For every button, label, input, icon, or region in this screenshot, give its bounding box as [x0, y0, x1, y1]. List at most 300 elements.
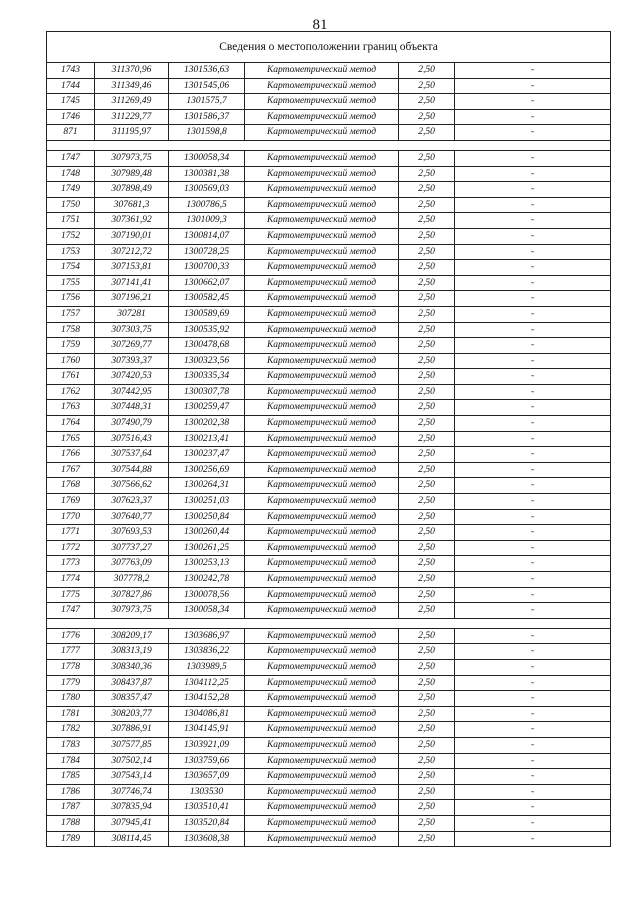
- coord-x-cell: 307516,43: [95, 431, 169, 447]
- table-row: [47, 722, 611, 738]
- description-cell: -: [455, 260, 611, 276]
- method-cell: Картометрический метод: [245, 197, 399, 213]
- coord-y-cell: 1300058,34: [169, 150, 245, 166]
- coord-y-cell: 1303836,22: [169, 644, 245, 660]
- point-number-cell: 1783: [47, 737, 95, 753]
- group-separator-cell: [47, 140, 611, 150]
- method-cell: Картометрический метод: [245, 462, 399, 478]
- accuracy-cell: 2,50: [399, 197, 455, 213]
- method-cell: Картометрический метод: [245, 603, 399, 619]
- table-row: [47, 291, 611, 307]
- coord-x-cell: 307544,88: [95, 462, 169, 478]
- coord-y-cell: 1300814,07: [169, 228, 245, 244]
- point-number-cell: 1767: [47, 462, 95, 478]
- point-number-cell: 1786: [47, 784, 95, 800]
- point-number-cell: 1753: [47, 244, 95, 260]
- method-cell: Картометрический метод: [245, 384, 399, 400]
- table-row: [47, 94, 611, 110]
- method-cell: Картометрический метод: [245, 628, 399, 644]
- accuracy-cell: 2,50: [399, 462, 455, 478]
- point-number-cell: 1749: [47, 182, 95, 198]
- method-cell: Картометрический метод: [245, 540, 399, 556]
- table-row: [47, 540, 611, 556]
- coord-x-cell: 308357,47: [95, 691, 169, 707]
- accuracy-cell: 2,50: [399, 416, 455, 432]
- accuracy-cell: 2,50: [399, 275, 455, 291]
- coord-x-cell: 307537,64: [95, 447, 169, 463]
- coord-y-cell: 1304152,28: [169, 691, 245, 707]
- description-cell: -: [455, 753, 611, 769]
- accuracy-cell: 2,50: [399, 659, 455, 675]
- accuracy-cell: 2,50: [399, 675, 455, 691]
- coord-y-cell: 1300662,07: [169, 275, 245, 291]
- method-cell: Картометрический метод: [245, 182, 399, 198]
- coord-x-cell: 307141,41: [95, 275, 169, 291]
- method-cell: Картометрический метод: [245, 369, 399, 385]
- accuracy-cell: 2,50: [399, 831, 455, 847]
- table-row: [47, 737, 611, 753]
- method-cell: Картометрический метод: [245, 722, 399, 738]
- description-cell: -: [455, 306, 611, 322]
- coord-x-cell: 307502,14: [95, 753, 169, 769]
- method-cell: Картометрический метод: [245, 228, 399, 244]
- table-row: [47, 831, 611, 847]
- coord-x-cell: 307746,74: [95, 784, 169, 800]
- method-cell: Картометрический метод: [245, 150, 399, 166]
- coord-y-cell: 1300259,47: [169, 400, 245, 416]
- point-number-cell: 1759: [47, 338, 95, 354]
- accuracy-cell: 2,50: [399, 800, 455, 816]
- description-cell: -: [455, 784, 611, 800]
- table-row: [47, 125, 611, 141]
- coord-x-cell: 307827,86: [95, 587, 169, 603]
- table-title-row: [47, 32, 611, 63]
- accuracy-cell: 2,50: [399, 63, 455, 79]
- point-number-cell: 871: [47, 125, 95, 141]
- coord-y-cell: 1300582,45: [169, 291, 245, 307]
- description-cell: -: [455, 494, 611, 510]
- point-number-cell: 1772: [47, 540, 95, 556]
- coord-y-cell: 1300264,31: [169, 478, 245, 494]
- accuracy-cell: 2,50: [399, 478, 455, 494]
- coord-y-cell: 1300335,34: [169, 369, 245, 385]
- description-cell: -: [455, 291, 611, 307]
- method-cell: Картометрический метод: [245, 125, 399, 141]
- point-number-cell: 1778: [47, 659, 95, 675]
- table-row: [47, 306, 611, 322]
- method-cell: Картометрический метод: [245, 815, 399, 831]
- description-cell: -: [455, 228, 611, 244]
- description-cell: -: [455, 556, 611, 572]
- method-cell: Картометрический метод: [245, 737, 399, 753]
- coord-x-cell: 308114,45: [95, 831, 169, 847]
- accuracy-cell: 2,50: [399, 572, 455, 588]
- point-number-cell: 1762: [47, 384, 95, 400]
- point-number-cell: 1775: [47, 587, 95, 603]
- table-row: [47, 509, 611, 525]
- table-row: [47, 556, 611, 572]
- method-cell: Картометрический метод: [245, 213, 399, 229]
- method-cell: Картометрический метод: [245, 494, 399, 510]
- description-cell: -: [455, 322, 611, 338]
- accuracy-cell: 2,50: [399, 400, 455, 416]
- point-number-cell: 1750: [47, 197, 95, 213]
- method-cell: Картометрический метод: [245, 353, 399, 369]
- point-number-cell: 1774: [47, 572, 95, 588]
- accuracy-cell: 2,50: [399, 603, 455, 619]
- table-row: [47, 244, 611, 260]
- method-cell: Картометрический метод: [245, 306, 399, 322]
- coord-x-cell: 307361,92: [95, 213, 169, 229]
- coord-x-cell: 307543,14: [95, 769, 169, 785]
- accuracy-cell: 2,50: [399, 706, 455, 722]
- coord-x-cell: 307448,31: [95, 400, 169, 416]
- table-row: [47, 384, 611, 400]
- point-number-cell: 1776: [47, 628, 95, 644]
- coord-y-cell: 1300261,25: [169, 540, 245, 556]
- coord-y-cell: 1303510,41: [169, 800, 245, 816]
- coord-x-cell: 311229,77: [95, 109, 169, 125]
- table-row: [47, 213, 611, 229]
- method-cell: Картометрический метод: [245, 244, 399, 260]
- table-row: [47, 78, 611, 94]
- coord-x-cell: 307190,01: [95, 228, 169, 244]
- table-row: [47, 150, 611, 166]
- method-cell: Картометрический метод: [245, 800, 399, 816]
- description-cell: -: [455, 338, 611, 354]
- coord-y-cell: 1304112,25: [169, 675, 245, 691]
- coord-x-cell: 307681,3: [95, 197, 169, 213]
- point-number-cell: 1746: [47, 109, 95, 125]
- coord-y-cell: 1300728,25: [169, 244, 245, 260]
- coord-x-cell: 307737,27: [95, 540, 169, 556]
- method-cell: Картометрический метод: [245, 275, 399, 291]
- table-title: Сведения о местоположении границ объекта: [47, 32, 611, 63]
- table-row: [47, 572, 611, 588]
- description-cell: -: [455, 150, 611, 166]
- accuracy-cell: 2,50: [399, 769, 455, 785]
- accuracy-cell: 2,50: [399, 509, 455, 525]
- point-number-cell: 1755: [47, 275, 95, 291]
- table-row: [47, 644, 611, 660]
- point-number-cell: 1770: [47, 509, 95, 525]
- table-row: [47, 416, 611, 432]
- coord-x-cell: 307153,81: [95, 260, 169, 276]
- point-number-cell: 1784: [47, 753, 95, 769]
- coord-x-cell: 311195,97: [95, 125, 169, 141]
- method-cell: Картометрический метод: [245, 525, 399, 541]
- coord-x-cell: 307442,95: [95, 384, 169, 400]
- method-cell: Картометрический метод: [245, 109, 399, 125]
- coord-y-cell: 1301575,7: [169, 94, 245, 110]
- coord-y-cell: 1300381,38: [169, 166, 245, 182]
- method-cell: Картометрический метод: [245, 753, 399, 769]
- point-number-cell: 1769: [47, 494, 95, 510]
- accuracy-cell: 2,50: [399, 353, 455, 369]
- coord-y-cell: 1300213,41: [169, 431, 245, 447]
- coord-x-cell: 307420,53: [95, 369, 169, 385]
- coord-x-cell: 307898,49: [95, 182, 169, 198]
- method-cell: Картометрический метод: [245, 831, 399, 847]
- point-number-cell: 1787: [47, 800, 95, 816]
- coord-x-cell: 307281: [95, 306, 169, 322]
- coord-x-cell: 311269,49: [95, 94, 169, 110]
- coord-y-cell: 1300253,13: [169, 556, 245, 572]
- point-number-cell: 1779: [47, 675, 95, 691]
- coord-y-cell: 1300237,47: [169, 447, 245, 463]
- coord-x-cell: 307973,75: [95, 150, 169, 166]
- point-number-cell: 1785: [47, 769, 95, 785]
- point-number-cell: 1758: [47, 322, 95, 338]
- description-cell: -: [455, 675, 611, 691]
- description-cell: -: [455, 197, 611, 213]
- coord-x-cell: 308209,17: [95, 628, 169, 644]
- description-cell: -: [455, 603, 611, 619]
- coord-y-cell: 1300786,5: [169, 197, 245, 213]
- accuracy-cell: 2,50: [399, 244, 455, 260]
- description-cell: -: [455, 769, 611, 785]
- table-row: [47, 769, 611, 785]
- method-cell: Картометрический метод: [245, 260, 399, 276]
- point-number-cell: 1744: [47, 78, 95, 94]
- accuracy-cell: 2,50: [399, 166, 455, 182]
- point-number-cell: 1761: [47, 369, 95, 385]
- description-cell: -: [455, 275, 611, 291]
- coord-x-cell: 308437,87: [95, 675, 169, 691]
- table-row: [47, 197, 611, 213]
- coord-x-cell: 307640,77: [95, 509, 169, 525]
- description-cell: -: [455, 800, 611, 816]
- accuracy-cell: 2,50: [399, 447, 455, 463]
- method-cell: Картометрический метод: [245, 400, 399, 416]
- accuracy-cell: 2,50: [399, 291, 455, 307]
- method-cell: Картометрический метод: [245, 509, 399, 525]
- coord-y-cell: 1301009,3: [169, 213, 245, 229]
- table-row: [47, 166, 611, 182]
- description-cell: -: [455, 213, 611, 229]
- coord-y-cell: 1301545,06: [169, 78, 245, 94]
- method-cell: Картометрический метод: [245, 291, 399, 307]
- coord-y-cell: 1303759,66: [169, 753, 245, 769]
- description-cell: -: [455, 353, 611, 369]
- accuracy-cell: 2,50: [399, 540, 455, 556]
- coord-y-cell: 1300256,69: [169, 462, 245, 478]
- coord-y-cell: 1300202,38: [169, 416, 245, 432]
- point-number-cell: 1757: [47, 306, 95, 322]
- coord-x-cell: 311370,96: [95, 63, 169, 79]
- coord-y-cell: 1301586,37: [169, 109, 245, 125]
- group-separator-row: [47, 140, 611, 150]
- accuracy-cell: 2,50: [399, 644, 455, 660]
- accuracy-cell: 2,50: [399, 125, 455, 141]
- description-cell: -: [455, 369, 611, 385]
- coord-x-cell: 307835,94: [95, 800, 169, 816]
- coord-x-cell: 307763,09: [95, 556, 169, 572]
- table-row: [47, 815, 611, 831]
- page-number: 81: [312, 17, 328, 33]
- description-cell: -: [455, 63, 611, 79]
- method-cell: Картометрический метод: [245, 416, 399, 432]
- table-row: [47, 525, 611, 541]
- method-cell: Картометрический метод: [245, 322, 399, 338]
- coord-y-cell: 1301598,8: [169, 125, 245, 141]
- table-row: [47, 369, 611, 385]
- method-cell: Картометрический метод: [245, 338, 399, 354]
- description-cell: -: [455, 525, 611, 541]
- method-cell: Картометрический метод: [245, 784, 399, 800]
- coord-x-cell: 307577,85: [95, 737, 169, 753]
- point-number-cell: 1747: [47, 603, 95, 619]
- accuracy-cell: 2,50: [399, 722, 455, 738]
- method-cell: Картометрический метод: [245, 63, 399, 79]
- description-cell: -: [455, 628, 611, 644]
- method-cell: Картометрический метод: [245, 478, 399, 494]
- point-number-cell: 1777: [47, 644, 95, 660]
- table-row: [47, 338, 611, 354]
- description-cell: -: [455, 572, 611, 588]
- accuracy-cell: 2,50: [399, 525, 455, 541]
- description-cell: -: [455, 587, 611, 603]
- method-cell: Картометрический метод: [245, 769, 399, 785]
- method-cell: Картометрический метод: [245, 431, 399, 447]
- coord-x-cell: 307989,48: [95, 166, 169, 182]
- description-cell: -: [455, 109, 611, 125]
- method-cell: Картометрический метод: [245, 644, 399, 660]
- table-row: [47, 603, 611, 619]
- method-cell: Картометрический метод: [245, 691, 399, 707]
- table-row: [47, 784, 611, 800]
- accuracy-cell: 2,50: [399, 150, 455, 166]
- description-cell: -: [455, 94, 611, 110]
- coord-x-cell: 307973,75: [95, 603, 169, 619]
- coord-y-cell: 1303989,5: [169, 659, 245, 675]
- coord-y-cell: 1300260,44: [169, 525, 245, 541]
- point-number-cell: 1788: [47, 815, 95, 831]
- table-row: [47, 400, 611, 416]
- table-row: [47, 260, 611, 276]
- point-number-cell: 1764: [47, 416, 95, 432]
- point-number-cell: 1781: [47, 706, 95, 722]
- point-number-cell: 1789: [47, 831, 95, 847]
- accuracy-cell: 2,50: [399, 691, 455, 707]
- coord-y-cell: 1300307,78: [169, 384, 245, 400]
- description-cell: -: [455, 416, 611, 432]
- point-number-cell: 1745: [47, 94, 95, 110]
- table-row: [47, 63, 611, 79]
- table-row: [47, 228, 611, 244]
- table-row: [47, 628, 611, 644]
- accuracy-cell: 2,50: [399, 815, 455, 831]
- coord-y-cell: 1300250,84: [169, 509, 245, 525]
- method-cell: Картометрический метод: [245, 659, 399, 675]
- table-row: [47, 478, 611, 494]
- point-number-cell: 1760: [47, 353, 95, 369]
- coord-y-cell: 1303921,09: [169, 737, 245, 753]
- group-separator-row: [47, 618, 611, 628]
- accuracy-cell: 2,50: [399, 78, 455, 94]
- point-number-cell: 1752: [47, 228, 95, 244]
- coord-x-cell: 307886,91: [95, 722, 169, 738]
- description-cell: -: [455, 78, 611, 94]
- coord-y-cell: 1303520,84: [169, 815, 245, 831]
- coord-y-cell: 1300535,92: [169, 322, 245, 338]
- coord-y-cell: 1304086,81: [169, 706, 245, 722]
- method-cell: Картометрический метод: [245, 706, 399, 722]
- accuracy-cell: 2,50: [399, 322, 455, 338]
- description-cell: -: [455, 659, 611, 675]
- coord-x-cell: 307693,53: [95, 525, 169, 541]
- coord-x-cell: 307269,77: [95, 338, 169, 354]
- table-row: [47, 275, 611, 291]
- coord-y-cell: 1303530: [169, 784, 245, 800]
- point-number-cell: 1743: [47, 63, 95, 79]
- table-row: [47, 706, 611, 722]
- accuracy-cell: 2,50: [399, 494, 455, 510]
- table-row: [47, 447, 611, 463]
- accuracy-cell: 2,50: [399, 628, 455, 644]
- point-number-cell: 1782: [47, 722, 95, 738]
- coord-x-cell: 307393,37: [95, 353, 169, 369]
- accuracy-cell: 2,50: [399, 260, 455, 276]
- point-number-cell: 1780: [47, 691, 95, 707]
- table-row: [47, 659, 611, 675]
- table-row: [47, 753, 611, 769]
- description-cell: -: [455, 166, 611, 182]
- accuracy-cell: 2,50: [399, 228, 455, 244]
- coord-y-cell: 1300569,03: [169, 182, 245, 198]
- description-cell: -: [455, 478, 611, 494]
- accuracy-cell: 2,50: [399, 784, 455, 800]
- accuracy-cell: 2,50: [399, 306, 455, 322]
- description-cell: -: [455, 722, 611, 738]
- coord-y-cell: 1300478,68: [169, 338, 245, 354]
- table-row: [47, 353, 611, 369]
- accuracy-cell: 2,50: [399, 94, 455, 110]
- coord-x-cell: 311349,46: [95, 78, 169, 94]
- coord-x-cell: 307623,37: [95, 494, 169, 510]
- accuracy-cell: 2,50: [399, 109, 455, 125]
- coord-y-cell: 1303657,09: [169, 769, 245, 785]
- accuracy-cell: 2,50: [399, 556, 455, 572]
- coord-y-cell: 1300078,56: [169, 587, 245, 603]
- method-cell: Картометрический метод: [245, 78, 399, 94]
- accuracy-cell: 2,50: [399, 213, 455, 229]
- coord-y-cell: 1303686,97: [169, 628, 245, 644]
- table-row: [47, 494, 611, 510]
- point-number-cell: 1768: [47, 478, 95, 494]
- accuracy-cell: 2,50: [399, 182, 455, 198]
- coord-x-cell: 307303,75: [95, 322, 169, 338]
- method-cell: Картометрический метод: [245, 447, 399, 463]
- table-row: [47, 431, 611, 447]
- coord-x-cell: 307566,62: [95, 478, 169, 494]
- description-cell: -: [455, 831, 611, 847]
- point-number-cell: 1773: [47, 556, 95, 572]
- description-cell: -: [455, 431, 611, 447]
- point-number-cell: 1771: [47, 525, 95, 541]
- group-separator-cell: [47, 618, 611, 628]
- point-number-cell: 1754: [47, 260, 95, 276]
- coord-x-cell: 307196,21: [95, 291, 169, 307]
- coord-x-cell: 307212,72: [95, 244, 169, 260]
- coord-y-cell: 1300589,69: [169, 306, 245, 322]
- description-cell: -: [455, 125, 611, 141]
- accuracy-cell: 2,50: [399, 737, 455, 753]
- description-cell: -: [455, 509, 611, 525]
- accuracy-cell: 2,50: [399, 369, 455, 385]
- description-cell: -: [455, 540, 611, 556]
- point-number-cell: 1756: [47, 291, 95, 307]
